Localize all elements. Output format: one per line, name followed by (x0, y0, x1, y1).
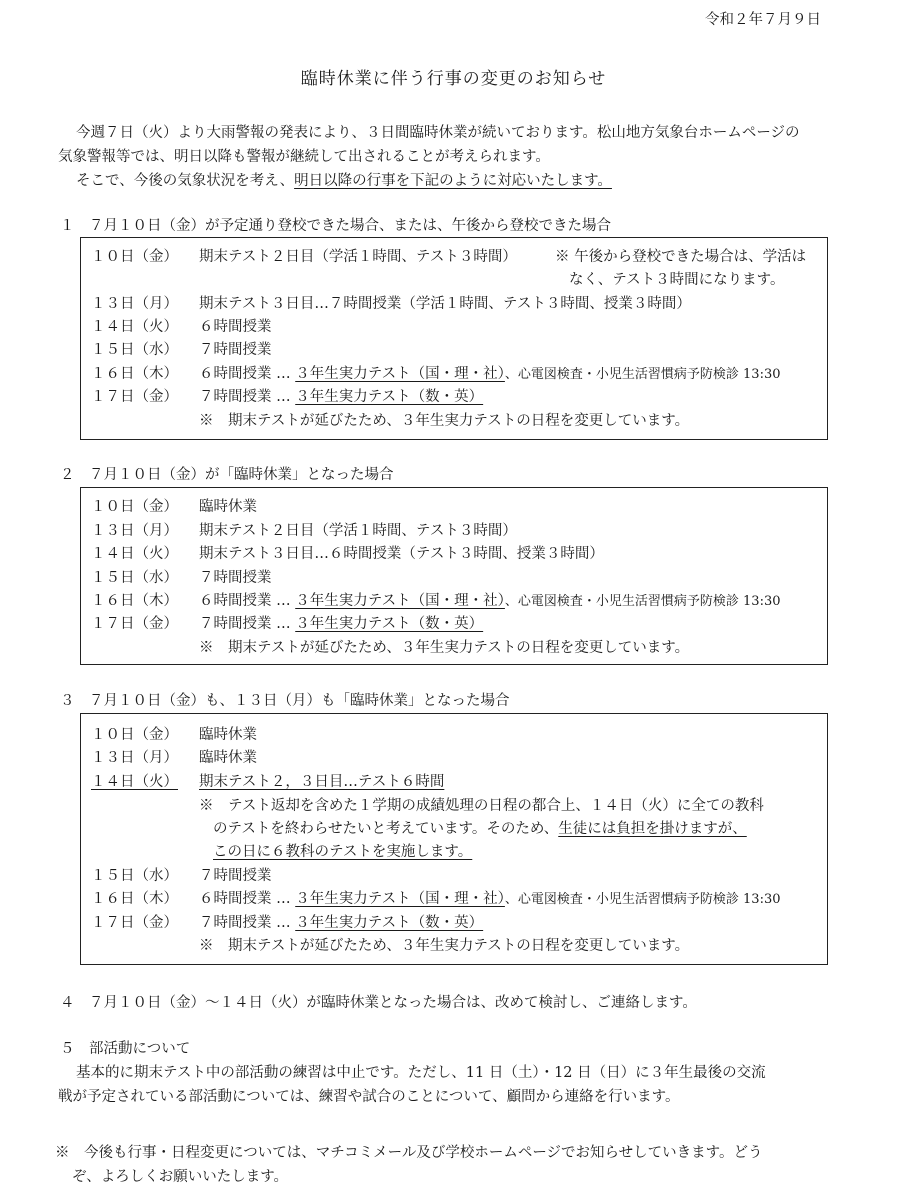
section5-line-1: 基本的に期末テスト中の部活動の練習は中止です。ただし、11 日（土）・12 日（日）に３年生最後の交流 (76, 1065, 766, 1081)
intro-line-2: 気象警報等では、明日以降も警報が継続して出されることが考えられます。 (58, 149, 550, 165)
section5-heading: ５ 部活動について (60, 1041, 191, 1057)
section3-heading: ３ ７月１０日（金）も、１３日（月）も「臨時休業」となった場合 (60, 693, 510, 709)
section1-schedule-box: １０日（金） 期末テスト２日目（学活１時間、テスト３時間） ※ 午後から登校できた場合は、学活は なく、テスト３時間になります。 １３日（月） 期末テスト３日目…７時間授業（学活１時間、テスト３時間、授業３時間） １４日（火） ６時間授業 １５日（水） ７時間授業 １６日（木） ６時間授業 … ３年生実力テスト（国・理・社）、心電図検査・小児生活習慣病予防検診 13:30 １７日（金） ７時間授業 … ３年生実力テスト（数・英） ※ 期末テストが延びたため、３年生実力テストの日程を変更しています。 (80, 237, 828, 440)
section1-heading: １ ７月１０日（金）が予定通り登校できた場合、または、午後から登校できた場合 (60, 218, 611, 234)
section3-schedule-box: １０日（金） 臨時休業 １３日（月） 臨時休業 １４日（火） 期末テスト２，３日目…テスト６時間 ※ テスト返却を含めた１学期の成績処理の日程の都合上、１４日（火）に全ての教科 のテストを終わらせたいと考えています。そのため、生徒には負担を掛けますが、 この日に６教科のテストを実施します。 １５日（水） ７時間授業 １６日（木） ６時間授業 … ３年生実力テスト（国・理・社）、心電図検査・小児生活習慣病予防検診 13:30 １７日（金） ７時間授業 … ３年生実力テスト（数・英） ※ 期末テストが延びたため、３年生実力テストの日程を変更しています。 (80, 713, 828, 965)
section2-heading: ２ ７月１０日（金）が「臨時休業」となった場合 (60, 467, 394, 483)
section5-line-2: 戦が予定されている部活動については、練習や試合のことについて、顧問から連絡を行います。 (58, 1089, 680, 1105)
intro-line-1: 今週７日（火）より大雨警報の発表により、３日間臨時休業が続いております。松山地方気象台ホームページの (76, 125, 800, 141)
section2-schedule-box: １０日（金） 臨時休業 １３日（月） 期末テスト２日目（学活１時間、テスト３時間） １４日（火） 期末テスト３日目…６時間授業（テスト３時間、授業３時間） １５日（水） ７時間授業 １６日（木） ６時間授業 … ３年生実力テスト（国・理・社）、心電図検査・小児生活習慣病予防検診 13:30 １７日（金） ７時間授業 … ３年生実力テスト（数・英） ※ 期末テストが延びたため、３年生実力テストの日程を変更しています。 (80, 487, 828, 665)
document-date: 令和２年７月９日 (705, 12, 821, 28)
intro-underline: 明日以降の行事を下記のように対応いたします。 (294, 173, 612, 189)
section4-text: ４ ７月１０日（金）～１４日（火）が臨時休業となった場合は、改めて検討し、ご連絡します。 (60, 995, 697, 1011)
footer-line-1: ※ 今後も行事・日程変更については、マチコミメール及び学校ホームページでお知らせしていきます。どう (55, 1145, 763, 1161)
footer-line-2: ぞ、よろしくお願いいたします。 (72, 1169, 289, 1185)
document-title: 臨時休業に伴う行事の変更のお知らせ (300, 69, 607, 89)
intro-line-3: そこで、今後の気象状況を考え、明日以降の行事を下記のように対応いたします。 (76, 173, 612, 189)
